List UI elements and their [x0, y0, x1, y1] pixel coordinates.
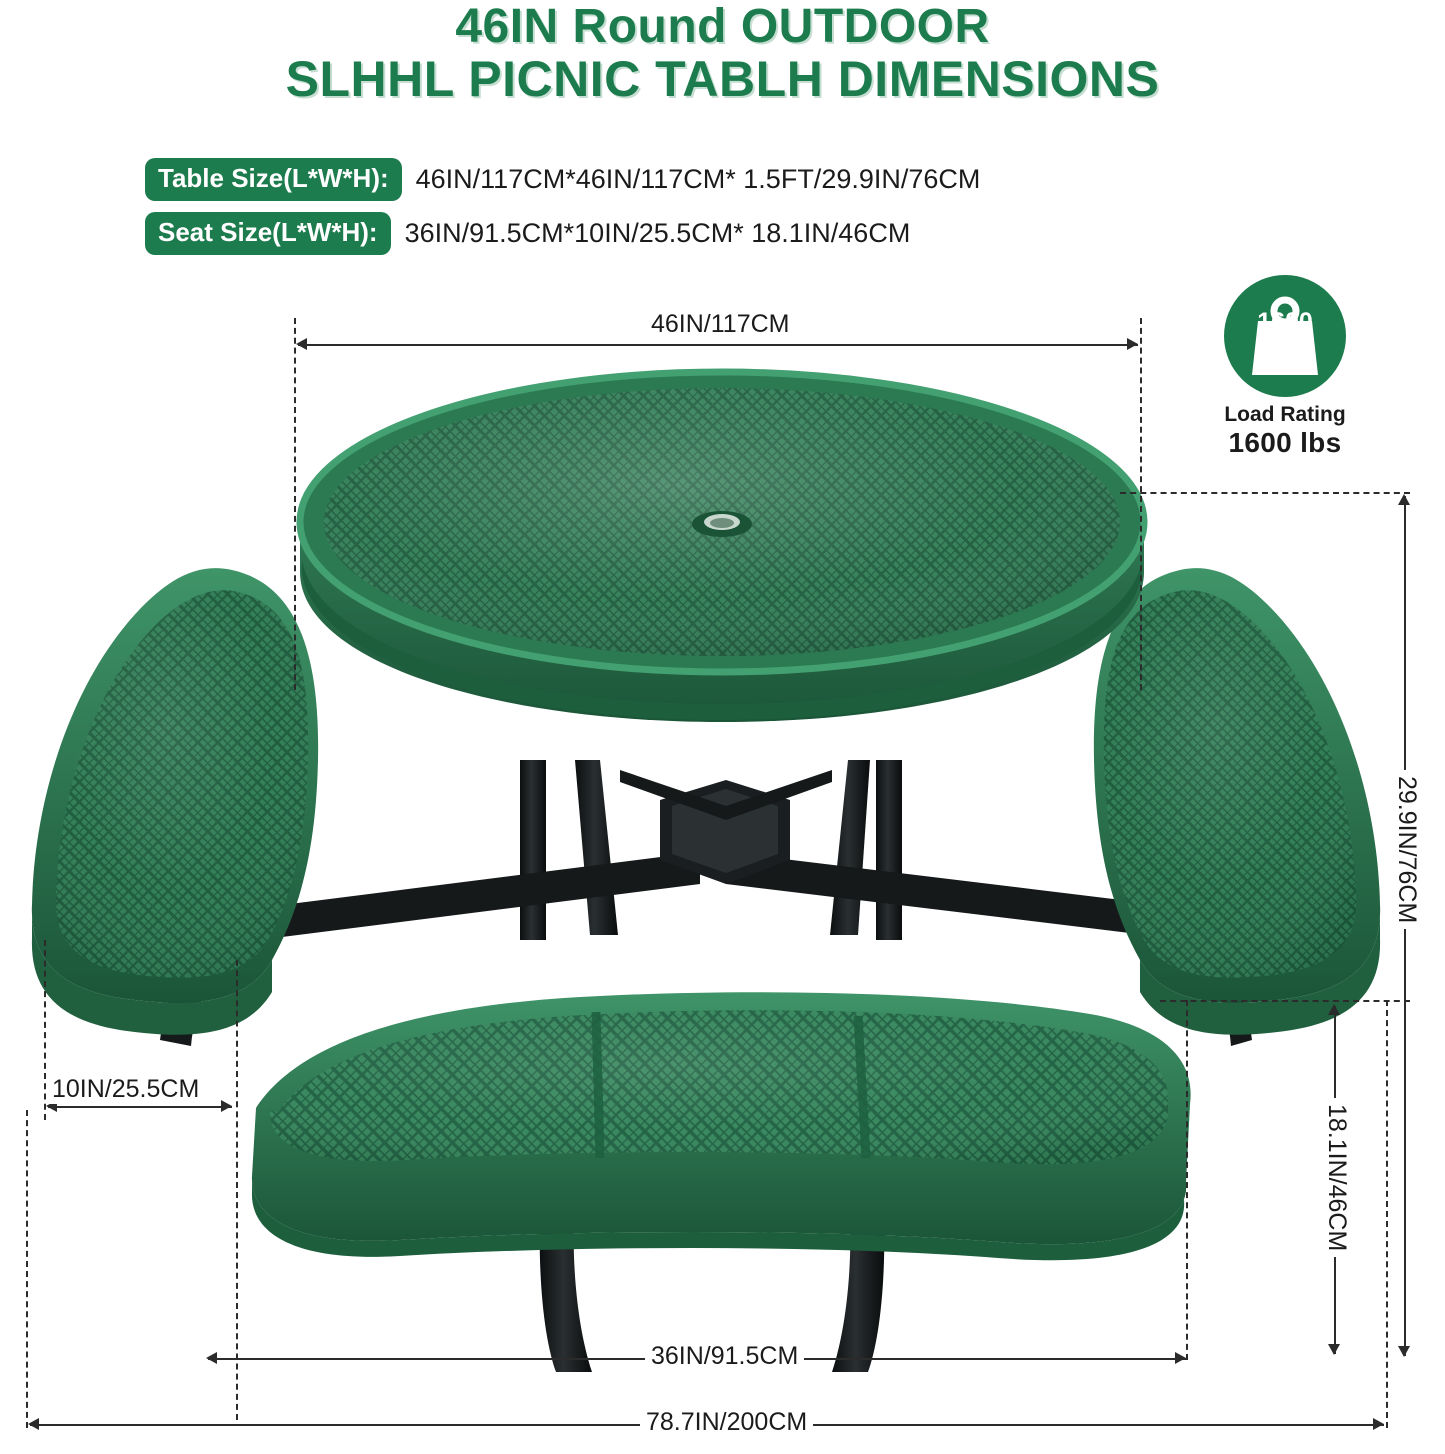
dim-guide-height-top — [1120, 492, 1410, 494]
dim-arrow-seat-length-right — [1175, 1352, 1186, 1364]
spec-value-table-size: 46IN/117CM*46IN/117CM* 1.5FT/29.9IN/76CM — [415, 164, 981, 194]
dim-arrow-height-up — [1398, 494, 1410, 505]
dim-guide-top-right — [1140, 318, 1142, 690]
dim-arrow-table-width-left — [296, 338, 307, 350]
dim-arrow-seat-height-up — [1328, 1004, 1340, 1015]
dim-guide-seat-depth-right — [236, 960, 238, 1420]
seat-front — [252, 992, 1191, 1260]
dim-arrow-overall-left — [28, 1418, 39, 1430]
load-rating-caption-value: 1600 lbs — [1228, 427, 1342, 459]
dim-label-total-height: 29.9IN/76CM — [1392, 770, 1421, 929]
dim-arrow-seat-length-left — [206, 1352, 217, 1364]
dim-line-seat-depth — [48, 1106, 232, 1108]
dim-label-seat-length: 36IN/91.5CM — [645, 1342, 804, 1371]
dim-label-seat-height: 18.1IN/46CM — [1322, 1098, 1351, 1257]
load-rating-unit: lbs — [1268, 334, 1302, 361]
seat-left — [32, 568, 318, 1035]
spec-label-seat-size: Seat Size(L*W*H): — [145, 212, 391, 255]
title-line-2: SLHHL PICNIC TABLH DIMENSIONS — [285, 50, 1160, 107]
dim-arrow-seat-height-down — [1328, 1344, 1340, 1355]
spec-value-seat-size: 36IN/91.5CM*10IN/25.5CM* 18.1IN/46CM — [404, 218, 911, 248]
dim-guide-top-left — [294, 318, 296, 690]
load-rating-value: 1600 — [1257, 308, 1313, 336]
dim-arrow-table-width-right — [1127, 338, 1138, 350]
dim-arrow-seat-depth-right — [221, 1100, 232, 1112]
title-line-1: 46IN Round OUTDOOR — [455, 0, 990, 53]
dim-arrow-height-down — [1398, 1346, 1410, 1357]
load-rating-caption-label: Load Rating — [1224, 403, 1346, 426]
spec-label-table-size: Table Size(L*W*H): — [145, 158, 402, 201]
dim-label-table-width: 46IN/117CM — [645, 310, 796, 339]
table-top — [300, 372, 1144, 722]
dim-guide-overall-right — [1386, 1000, 1388, 1428]
dim-guide-height-bottom — [1160, 1000, 1410, 1002]
dim-guide-overall-left — [26, 1110, 28, 1428]
dim-label-overall-width: 78.7IN/200CM — [640, 1408, 813, 1437]
dim-arrow-overall-right — [1373, 1418, 1384, 1430]
dim-line-table-width — [298, 344, 1138, 346]
seat-right — [1094, 568, 1380, 1035]
dim-guide-seat-length-left — [1186, 1000, 1188, 1360]
dim-label-seat-depth: 10IN/25.5CM — [46, 1075, 205, 1104]
